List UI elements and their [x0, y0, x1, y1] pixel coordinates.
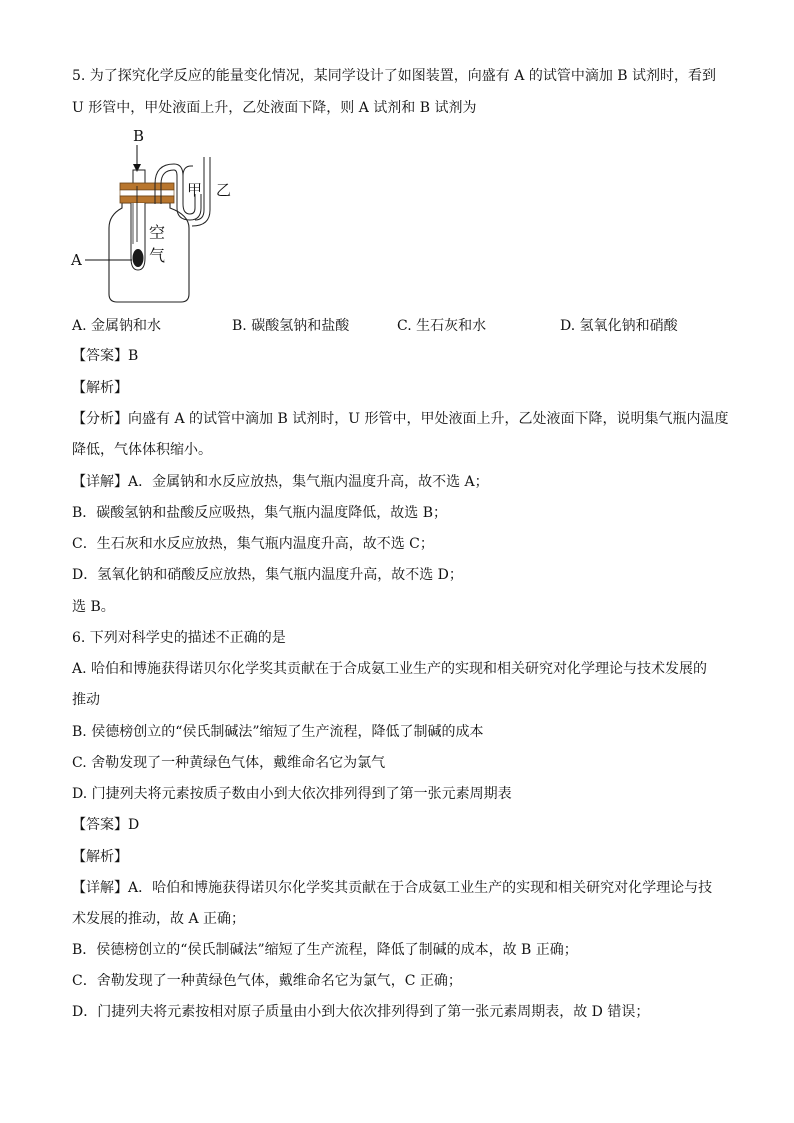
q5-detail-line3: C．生石灰和水反应放热，集气瓶内温度升高，故不选 C； [72, 536, 434, 552]
q6-detail-line1 [72, 878, 712, 898]
option-text: 氢氧化钠和硝酸 [579, 318, 678, 334]
answer-tag: 【 答案 】 [72, 817, 128, 833]
u-tube [183, 166, 193, 176]
analysis-tag: 【 解析 】 [72, 849, 128, 865]
q5-stem-line1: 5. 为了探究化学反应的能量变化情况，某同学设计了如图装置，向盛有 A 的试管中滴加 B 试剂时，看到 [72, 68, 717, 84]
label-kong: 空 [149, 223, 166, 242]
option-text: 金属钠和水 [91, 318, 162, 334]
label-qi: 气 [149, 246, 166, 265]
q5-detail-line1 [72, 472, 489, 492]
analysis-tag: 【 解析 】 [72, 380, 128, 396]
rubber-stopper [120, 183, 174, 190]
q6-option-c: C. 舍勒发现了一种黄绿色气体，戴维命名它为氯气 [72, 755, 386, 771]
q6-option-a-line1: A. 哈伯和博施获得诺贝尔化学奖其贡献在于合成氨工业生产的实现和相关研究对化学理论与技术发展的 [72, 661, 708, 677]
q5-conclusion: 选 B。 [72, 599, 115, 615]
answer-value: B [128, 348, 139, 364]
option-key: D. [560, 318, 576, 334]
option-key: A. [72, 318, 87, 334]
q6-option-a-line2: 推动 [72, 692, 100, 708]
fenxi-text: 向盛有 A 的试管中滴加 B 试剂时，U 形管中，甲处液面上升，乙处液面下降，说明集气瓶内温度 [128, 411, 729, 427]
detail-text: A．哈伯和博施获得诺贝尔化学奖其贡献在于合成氨工业生产的实现和相关研究对化学理论与技 [128, 880, 713, 896]
q5-answer [72, 346, 138, 366]
answer-value: D [128, 817, 140, 833]
option-key: C. [397, 318, 412, 334]
apparatus-figure [66, 124, 256, 308]
q5-stem-line2: U 形管中，甲处液面上升，乙处液面下降，则 A 试剂和 B 试剂为 [72, 100, 477, 116]
q6-analysis-heading [72, 847, 128, 867]
q5-fenxi-line1 [72, 409, 728, 429]
option-text: 生石灰和水 [416, 318, 487, 334]
q5-analysis-heading [72, 378, 128, 398]
q6-detail-line2: 术发展的推动，故 A 正确； [72, 911, 246, 927]
q5-option-c [397, 316, 486, 336]
fenxi-tag: 【 分析 】 [72, 411, 128, 427]
q5-option-b [232, 316, 349, 336]
detail-text: A．金属钠和水反应放热，集气瓶内温度升高，故不选 A； [128, 474, 489, 490]
detail-tag: 【 详解 】 [72, 880, 128, 896]
q6-stem: 6. 下列对科学史的描述不正确的是 [72, 630, 286, 646]
q5-option-d [560, 316, 678, 336]
label-jia: 甲 [187, 181, 203, 199]
label-a: A [71, 251, 82, 269]
detail-tag: 【 详解 】 [72, 474, 128, 490]
q5-detail-line4: D．氢氧化钠和硝酸反应放热，集气瓶内温度升高，故不选 D； [72, 567, 463, 583]
q6-answer [72, 815, 139, 835]
q6-detail-line5: D．门捷列夫将元素按相对原子质量由小到大依次排列得到了第一张元素周期表，故 D 错误； [72, 1004, 650, 1020]
label-b: B [133, 127, 145, 145]
q6-detail-line3: B．侯德榜创立的“侯氏制碱法”缩短了生产流程，降低了制碱的成本，故 B 正确； [72, 942, 578, 958]
reagent-a [133, 249, 144, 267]
q6-option-b: B. 侯德榜创立的“侯氏制碱法”缩短了生产流程，降低了制碱的成本 [72, 724, 484, 740]
q5-fenxi-line2: 降低，气体体积缩小。 [72, 442, 212, 458]
q5-option-a [72, 316, 161, 336]
q5-detail-line2: B．碳酸氢钠和盐酸反应吸热，集气瓶内温度降低，故选 B； [72, 505, 448, 521]
q6-detail-line4: C．舍勒发现了一种黄绿色气体，戴维命名它为氯气，C 正确； [72, 973, 462, 989]
answer-tag: 【 答案 】 [72, 348, 128, 364]
option-key: B. [232, 318, 247, 334]
option-text: 碳酸氢钠和盐酸 [251, 318, 350, 334]
label-yi: 乙 [216, 181, 232, 199]
q6-option-d: D. 门捷列夫将元素按质子数由小到大依次排列得到了第一张元素周期表 [72, 786, 512, 802]
